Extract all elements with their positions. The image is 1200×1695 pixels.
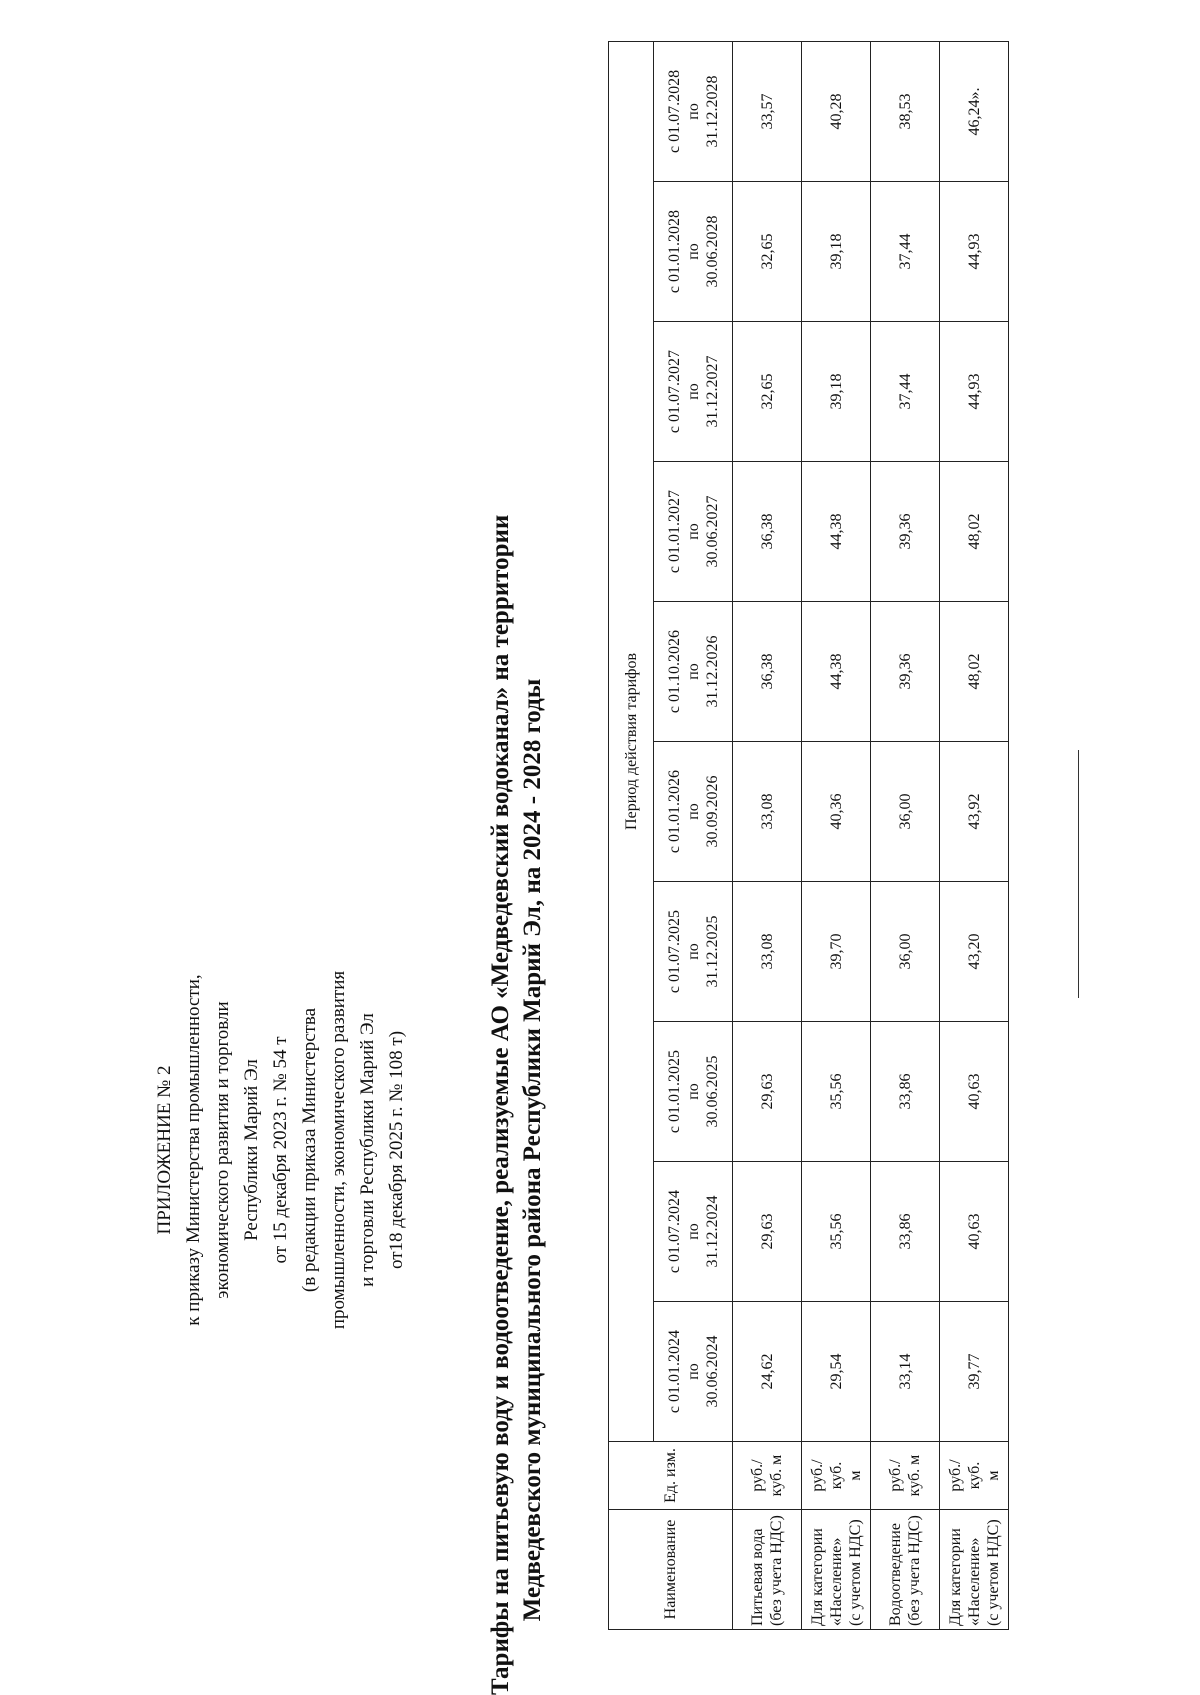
table-row: [733, 41, 802, 1629]
tariff-value: 44,93: [940, 182, 1009, 322]
row-unit-line: м: [984, 1470, 1002, 1481]
period-header-line: с 01.01.2025: [665, 1049, 683, 1134]
period-header-line: по: [684, 803, 702, 820]
row-name-line: Для категории: [946, 1528, 964, 1626]
row-name-line: (без учета НДС): [768, 1515, 785, 1626]
table-row: [940, 41, 1009, 1629]
row-name-line: «Население»: [965, 1537, 983, 1626]
period-header-line: с 01.07.2028: [665, 69, 683, 153]
period-header-line: по: [684, 383, 702, 400]
row-unit-line: куб. м: [906, 1454, 923, 1497]
tariff-value: 40,63: [940, 1162, 1009, 1302]
tariff-value: 33,86: [871, 1022, 940, 1162]
period-header-line: 31.12.2027: [703, 355, 721, 428]
period-header: [654, 1022, 733, 1162]
tariff-value: 29,63: [733, 1162, 802, 1302]
period-header-line: 30.06.2028: [703, 215, 721, 288]
tariff-value: 40,36: [802, 742, 871, 882]
period-header: [654, 41, 733, 181]
table-row: [871, 41, 940, 1629]
tariff-value: 33,86: [871, 1162, 940, 1302]
appendix-line: к приказу Министерства промышленности,: [183, 974, 204, 1326]
row-name-line: (с учетом НДС): [984, 1519, 1002, 1626]
period-header: [654, 602, 733, 742]
period-header-line: 30.09.2026: [703, 775, 721, 848]
row-name: [733, 1510, 802, 1630]
appendix-line: (в редакции приказа Министерства: [299, 1007, 320, 1293]
appendix-line: промышленности, экономического развития: [328, 970, 349, 1330]
period-header-line: по: [684, 1083, 702, 1100]
period-header-line: 30.06.2025: [703, 1055, 721, 1128]
period-header-line: по: [684, 1363, 702, 1380]
tariff-value: 39,18: [802, 182, 871, 322]
tariff-value: 35,56: [802, 1022, 871, 1162]
tariff-value: 43,92: [940, 742, 1009, 882]
tariff-value: 33,08: [733, 882, 802, 1022]
period-header: [654, 882, 733, 1022]
appendix-line: и торговли Республики Марий Эл: [357, 1013, 378, 1287]
period-header-line: 31.12.2024: [703, 1195, 721, 1268]
title-line-2: Медведевского муниципального района Республики Марий Эл, на 2024 - 2028 годы: [519, 678, 546, 1622]
period-header-line: 30.06.2027: [703, 495, 721, 568]
period-header-line: по: [684, 103, 702, 120]
period-header: [654, 742, 733, 882]
row-unit-line: руб./ куб.: [808, 1459, 845, 1492]
document-title: [485, 514, 549, 1695]
period-header-line: 31.12.2026: [703, 635, 721, 708]
row-unit: [940, 1442, 1009, 1510]
tariff-value: 36,00: [871, 882, 940, 1022]
period-header: [654, 1162, 733, 1302]
tariff-value: 39,36: [871, 602, 940, 742]
period-header-line: 30.06.2024: [703, 1335, 721, 1408]
tariff-value: 29,63: [733, 1022, 802, 1162]
period-header-line: по: [684, 243, 702, 260]
tariff-value: 32,65: [733, 322, 802, 462]
period-header-line: по: [684, 523, 702, 540]
tariff-value: 36,00: [871, 742, 940, 882]
tariff-value: 33,08: [733, 742, 802, 882]
row-name-line: Для категории: [808, 1528, 826, 1626]
tariff-value: 44,38: [802, 602, 871, 742]
tariff-value: 36,38: [733, 462, 802, 602]
period-header: [654, 322, 733, 462]
period-header-line: с 01.10.2026: [665, 629, 683, 714]
period-header-line: с 01.01.2026: [665, 769, 683, 854]
tariff-value: 46,24».: [940, 41, 1009, 181]
row-unit-line: руб./ куб.: [946, 1459, 983, 1492]
tariff-value: 39,70: [802, 882, 871, 1022]
appendix-block: [150, 605, 411, 1695]
row-unit: [871, 1442, 940, 1510]
tariff-value: 44,38: [802, 462, 871, 602]
tariff-value: 40,63: [940, 1022, 1009, 1162]
tariff-value: 33,57: [733, 41, 802, 181]
row-name-line: Водоотведение: [887, 1523, 904, 1626]
tariff-value: 38,53: [871, 41, 940, 181]
tariff-value: 43,20: [940, 882, 1009, 1022]
row-unit-line: руб./: [749, 1459, 766, 1492]
appendix-line: экономического развития и торговли: [212, 1001, 233, 1299]
period-header-line: по: [684, 943, 702, 960]
period-header-line: с 01.01.2027: [665, 489, 683, 574]
tariff-value: 40,28: [802, 41, 871, 181]
tariff-value: 44,93: [940, 322, 1009, 462]
tariff-value: 36,38: [733, 602, 802, 742]
appendix-line: ПРИЛОЖЕНИЕ № 2: [154, 1065, 175, 1235]
row-name: [802, 1510, 871, 1630]
tariff-value: 48,02: [940, 602, 1009, 742]
period-header-line: с 01.01.2028: [665, 209, 683, 294]
tariff-value: 24,62: [733, 1302, 802, 1442]
table-row: [802, 41, 871, 1629]
row-name: [871, 1510, 940, 1630]
row-name-line: «Население»: [827, 1537, 845, 1626]
period-header-line: с 01.07.2027: [665, 349, 683, 434]
divider-line: [1078, 750, 1079, 998]
period-header: [654, 462, 733, 602]
period-header-line: 31.12.2025: [703, 915, 721, 988]
appendix-line: от18 декабря 2025 г. № 108 т): [386, 1030, 407, 1270]
header-name: Наименование: [609, 1510, 733, 1630]
tariff-value: 39,36: [871, 462, 940, 602]
row-name-line: (с учетом НДС): [846, 1519, 864, 1626]
row-unit-line: руб./: [887, 1459, 904, 1492]
tariff-value: 35,56: [802, 1162, 871, 1302]
title-line-1: Тарифы на питьевую воду и водоотведение, реализуемые АО «Медведевский водоканал» на территории: [487, 514, 514, 1695]
tariff-value: 29,54: [802, 1302, 871, 1442]
header-period: Период действия тарифов: [609, 41, 654, 1441]
row-name: [940, 1510, 1009, 1630]
period-header-line: по: [684, 663, 702, 680]
appendix-line: от 15 декабря 2023 г. № 54 т: [270, 1036, 291, 1264]
period-header-line: с 01.07.2024: [665, 1189, 683, 1274]
row-name-line: (без учета НДС): [906, 1515, 923, 1626]
tariff-value: 37,44: [871, 182, 940, 322]
row-name-line: Питьевая вода: [749, 1528, 766, 1626]
tariff-value: 37,44: [871, 322, 940, 462]
row-unit-line: м: [846, 1470, 864, 1481]
period-header: [654, 1302, 733, 1442]
row-unit: [733, 1442, 802, 1510]
header-unit: Ед. изм.: [609, 1442, 733, 1510]
period-header-line: по: [684, 1223, 702, 1240]
tariff-value: 39,77: [940, 1302, 1009, 1442]
tariff-value: 48,02: [940, 462, 1009, 602]
appendix-line: Республики Марий Эл: [241, 1059, 262, 1241]
period-header-line: 31.12.2028: [703, 75, 721, 148]
period-header: [654, 182, 733, 322]
row-unit: [802, 1442, 871, 1510]
period-header-line: с 01.07.2025: [665, 909, 683, 994]
tariff-table: [608, 41, 1009, 1630]
tariff-value: 39,18: [802, 322, 871, 462]
row-unit-line: куб. м: [768, 1454, 785, 1497]
period-header-line: с 01.01.2024: [665, 1329, 683, 1414]
tariff-value: 32,65: [733, 182, 802, 322]
tariff-value: 33,14: [871, 1302, 940, 1442]
